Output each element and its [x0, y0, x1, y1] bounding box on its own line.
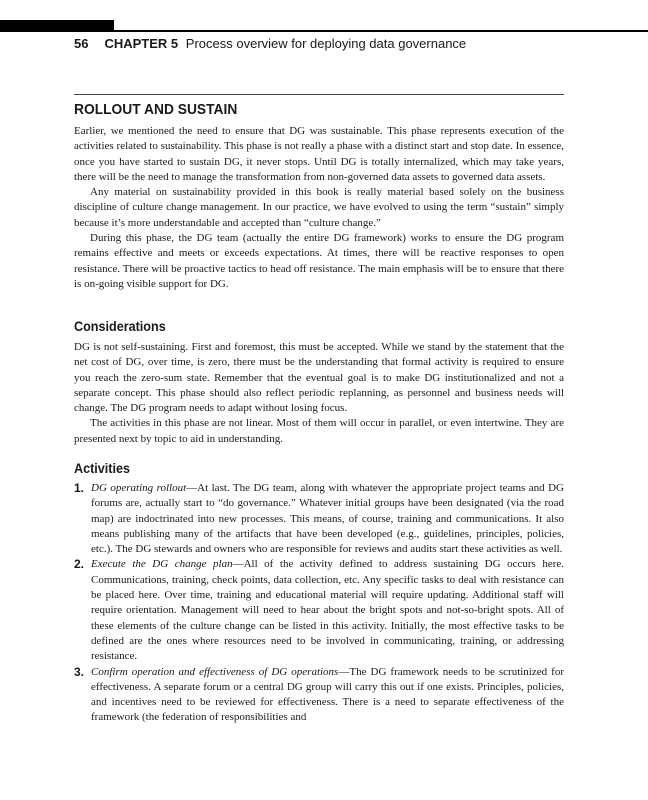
- item-term: DG operating rollout: [91, 482, 187, 494]
- section-paragraph: During this phase, the DG team (actually the entire DG framework) works to ensure the DG program remains effective and meets or exceeds expectations. At times, there will be reactive responses to open resistance. There will be proactive tactics to head off resistance. The main emphasis will be to ensure that there is on-going visible support for DG.: [74, 232, 564, 290]
- item-number: 3.: [74, 664, 85, 679]
- item-number: 1.: [74, 481, 85, 495]
- item-term: Execute the DG change plan: [91, 558, 233, 571]
- list-item: [74, 665, 564, 726]
- item-term: Confirm operation and effectiveness of DG operations: [91, 665, 339, 678]
- activities-heading: Activities: [74, 460, 131, 476]
- considerations-paragraph: DG is not self-sustaining. First and foremost, this must be accepted. While we stand by the statement that the net cost of DG, over time, is zero, there must be the understanding that formal activity is required to ensure you reach the zero-sum state. Remember that the eventual goal is to make DG institutionalized and not a separate concept. This phase should also reflect periodic replanning, as personnel and business needs will change. The DG program needs to adapt without losing focus.: [74, 341, 564, 415]
- page-number: 56: [74, 36, 89, 51]
- list-item: [74, 557, 564, 664]
- item-text: —At last. The DG team, along with whatever the appropriate project teams and DG forums are, actually start to “do governance.” Whatever initial groups have been designated (via the road map) are indoctrinated into new processes. This means, of course, training and communications. It also means publishing many of the artifacts that have been developed (e.g., guidelines, principles, policies, etc.). The DG stewards and owners who are responsible for reviews and audits start these activities as well.: [91, 482, 564, 556]
- section-paragraph: Any material on sustainability provided in this book is really material based solely on the business discipline of culture change management. In our practice, we have evolved to using the term “sustain” simply because it’s more understandable and accepted than “culture change.”: [74, 186, 564, 229]
- running-head: [74, 36, 466, 51]
- item-number: 2.: [74, 557, 85, 572]
- section-body: [74, 124, 564, 292]
- section-divider: [74, 94, 564, 95]
- item-text: —All of the activity defined to address sustaining DG occurs here. Communications, training, check points, data collection, etc. Any specific tasks to deal with resistance can be placed here. Over time, training and educational material will require updating. Additional staff will require orientation. Management will need to hear about the bright spots and not-so-bright spots. All of these elements of the culture change can be listed in this activity. Initially, the most effective tasks to be defined are the ones where resources need to be involved in communicating, training, or addressing resistance.: [91, 558, 565, 663]
- list-item: [74, 481, 564, 557]
- considerations-paragraph: The activities in this phase are not linear. Most of them will occur in parallel, or even intertwine. They are presented next by topic to aid in understanding.: [74, 417, 564, 445]
- item-text: —The DG framework needs to be scrutinized for effectiveness. A separate forum or a central DG group will carry this out if one exists. Principles, policies, and incentives need to be reviewed for effectiveness. There is a need to separate effectiveness of the framework (the federation of responsibilities and: [91, 665, 565, 724]
- activities-list: [74, 481, 564, 726]
- chapter-label: CHAPTER 5: [104, 36, 179, 51]
- considerations-heading: Considerations: [74, 318, 166, 334]
- considerations-body: [74, 340, 564, 447]
- section-title: ROLLOUT AND SUSTAIN: [74, 101, 238, 118]
- chapter-title: Process overview for deploying data governance: [185, 36, 467, 51]
- header-rule: [0, 30, 648, 32]
- section-paragraph: Earlier, we mentioned the need to ensure that DG was sustainable. This phase represents execution of the activities related to sustainability. This phase is not really a phase with a distinct start and stop date. In essence, once you have started to sustain DG, it never stops. Until DG is totally internalized, which may take years, there will be the need to manage the transformation from non-governed data assets to governed data assets.: [74, 125, 564, 183]
